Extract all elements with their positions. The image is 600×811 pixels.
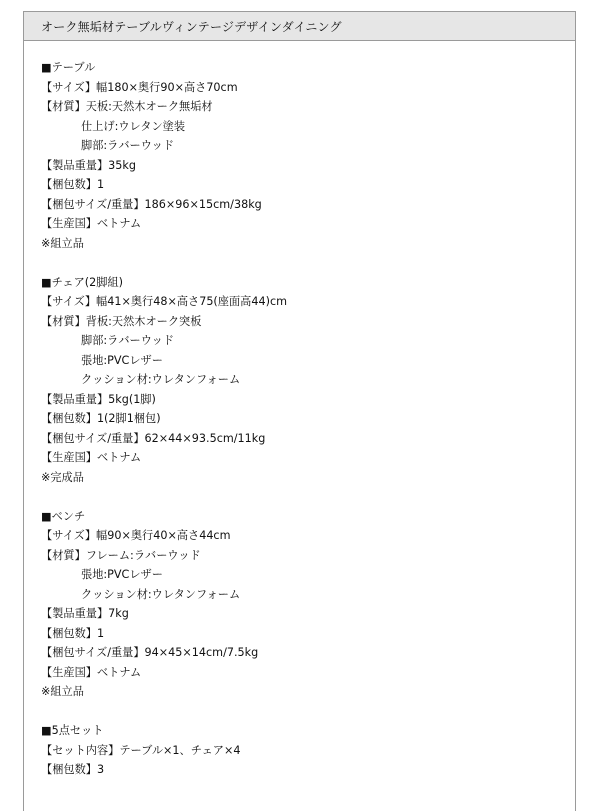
spec-line: 【製品重量】7kg: [41, 607, 129, 620]
section-heading: ■チェア(2脚組): [41, 275, 124, 289]
spec-line: 【梱包数】3: [41, 763, 105, 776]
spec-line: 【梱包数】1: [41, 178, 105, 191]
spec-line: ※完成品: [41, 470, 84, 484]
spec-section: [41, 273, 575, 488]
spec-content: [24, 41, 575, 780]
spec-section: [41, 58, 575, 253]
spec-line: ※組立品: [41, 236, 84, 250]
spec-line: 【サイズ】幅41×奥行48×高さ75(座面高44)cm: [41, 295, 288, 308]
spec-subline: 仕上げ:ウレタン塗装: [81, 119, 186, 133]
spec-line: 【サイズ】幅180×奥行90×高さ70cm: [41, 80, 238, 94]
spec-line: 【材質】フレーム:ラバーウッド: [41, 548, 201, 562]
spec-panel: [23, 11, 576, 811]
spec-subline: 脚部:ラバーウッド: [81, 139, 175, 152]
spec-line: 【梱包サイズ/重量】186×96×15cm/38kg: [41, 197, 262, 211]
spec-line: 【材質】背板:天然木オーク突板: [41, 314, 202, 328]
spec-line: 【梱包数】1(2脚1梱包): [41, 412, 161, 425]
spec-line: 【サイズ】幅90×奥行40×高さ44cm: [41, 529, 231, 542]
spec-line: 【梱包数】1: [41, 626, 105, 640]
spec-line: 【製品重量】35kg: [41, 158, 136, 172]
spec-line: 【セット内容】テーブル×1、チェア×4: [41, 743, 241, 757]
spec-line: 【梱包サイズ/重量】62×44×93.5cm/11kg: [41, 431, 266, 445]
spec-subline: 脚部:ラバーウッド: [81, 334, 175, 347]
spec-line: 【生産国】ベトナム: [41, 665, 142, 679]
spec-subline: 張地:PVCレザー: [81, 353, 163, 367]
spec-line: 【製品重量】5kg(1脚): [41, 392, 156, 406]
spec-line: 【梱包サイズ/重量】94×45×14cm/7.5kg: [41, 646, 259, 659]
spec-section: [41, 507, 575, 702]
spec-section: [41, 721, 575, 780]
section-heading: ■テーブル: [41, 61, 96, 74]
section-heading: ■ベンチ: [41, 509, 86, 523]
panel-title: オーク無垢材テーブルヴィンテージデザインダイニング: [24, 12, 575, 41]
spec-subline: 張地:PVCレザー: [81, 568, 163, 581]
spec-subline: クッション材:ウレタンフォーム: [81, 587, 241, 601]
spec-line: 【生産国】ベトナム: [41, 217, 142, 230]
spec-line: 【材質】天板:天然木オーク無垢材: [41, 100, 213, 113]
section-heading: ■5点セット: [41, 724, 104, 737]
spec-line: 【生産国】ベトナム: [41, 451, 142, 464]
spec-line: ※組立品: [41, 685, 84, 698]
spec-subline: クッション材:ウレタンフォーム: [81, 373, 241, 386]
